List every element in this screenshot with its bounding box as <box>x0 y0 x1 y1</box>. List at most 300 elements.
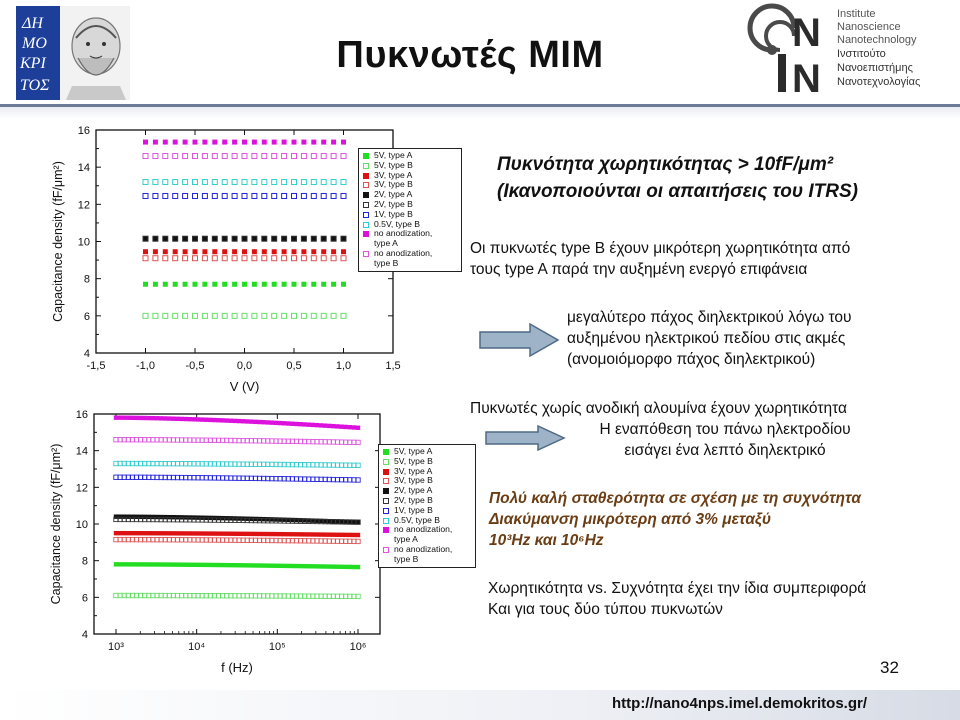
data-point <box>222 249 227 254</box>
data-point <box>257 563 261 567</box>
data-point <box>225 563 229 567</box>
data-point <box>339 424 343 428</box>
data-point <box>212 531 216 535</box>
data-point <box>290 532 294 536</box>
logo-letter-n1: N <box>792 11 821 55</box>
series-2v-type-a <box>143 236 346 241</box>
x-tick-label: 10⁶ <box>349 641 367 653</box>
legend-marker <box>383 527 389 533</box>
data-point <box>212 249 217 254</box>
stability-note <box>489 488 861 551</box>
data-point <box>341 180 346 185</box>
data-point <box>356 426 360 430</box>
data-point <box>163 249 168 254</box>
data-point <box>192 531 196 535</box>
data-point <box>188 417 192 421</box>
data-point <box>321 154 326 159</box>
data-point <box>143 313 148 318</box>
data-point <box>262 249 267 254</box>
data-point <box>188 563 192 567</box>
data-point <box>252 193 257 198</box>
data-point <box>229 563 233 567</box>
legend-marker <box>363 192 369 198</box>
data-point <box>153 256 158 261</box>
data-point <box>173 140 178 145</box>
data-point <box>339 565 343 569</box>
data-point <box>311 249 316 254</box>
data-point <box>130 562 134 566</box>
data-point <box>272 140 277 145</box>
paragraph-dielectric-line-2: αυξημένου ηλεκτρικού πεδίου στις ακμές <box>567 330 846 347</box>
headline-line-1: Πυκνότητα χωρητικότητας > 10fF/μm² <box>497 154 834 175</box>
data-point <box>323 532 327 536</box>
series-no-anodization-type-a <box>143 140 346 145</box>
demokritos-logo <box>16 6 130 100</box>
data-point <box>356 533 360 537</box>
data-point <box>173 193 178 198</box>
data-point <box>232 282 237 287</box>
data-point <box>282 282 287 287</box>
chart-voltage <box>40 118 470 398</box>
legend-label: 0.5V, type B <box>394 514 441 525</box>
data-point <box>307 564 311 568</box>
data-point <box>272 249 277 254</box>
data-point <box>163 236 168 241</box>
data-point <box>212 154 217 159</box>
page-title: Πυκνωτές MIM <box>336 34 604 76</box>
data-point <box>134 531 138 535</box>
institute-gr-3: Νανοτεχνολογίας <box>837 76 921 88</box>
data-point <box>118 562 122 566</box>
paragraph-type-b-line-2: τους type A παρά την αυξημένη ενεργό επιφάνεια <box>470 261 808 278</box>
data-point <box>242 193 247 198</box>
data-point <box>331 140 336 145</box>
data-point <box>278 564 282 568</box>
data-point <box>220 531 224 535</box>
data-point <box>331 424 335 428</box>
data-point <box>242 249 247 254</box>
data-point <box>272 193 277 198</box>
footer-url[interactable]: http://nano4nps.imel.demokritos.gr/ <box>612 695 868 712</box>
data-point <box>331 533 335 537</box>
paragraph-electrode-line-2: εισάγει ένα λεπτό διηλεκτρικό <box>624 442 826 459</box>
data-point <box>193 236 198 241</box>
y-tick-label: 14 <box>77 162 90 175</box>
data-point <box>292 154 297 159</box>
x-tick-label: 1,0 <box>335 360 352 372</box>
data-point <box>321 282 326 287</box>
data-point <box>270 563 274 567</box>
data-point <box>232 256 237 261</box>
data-point <box>315 532 319 536</box>
data-point <box>262 154 267 159</box>
data-point <box>216 531 220 535</box>
data-point <box>232 193 237 198</box>
data-point <box>301 236 306 241</box>
data-point <box>155 562 159 566</box>
data-point <box>163 140 168 145</box>
legend-marker <box>363 163 369 169</box>
legend-label: 2V, type B <box>374 198 413 209</box>
data-point <box>212 563 216 567</box>
data-point <box>184 563 188 567</box>
y-tick-label: 12 <box>77 199 90 212</box>
data-point <box>126 531 130 535</box>
data-point <box>294 422 298 426</box>
data-point <box>222 313 227 318</box>
data-point <box>212 140 217 145</box>
data-point <box>163 562 167 566</box>
institute-en-1: Institute <box>837 8 876 20</box>
data-point <box>341 140 346 145</box>
data-point <box>302 564 306 568</box>
series-no-anodization-type-b <box>114 437 360 444</box>
data-point <box>307 422 311 426</box>
data-point <box>202 140 207 145</box>
logo-letter-n2: N <box>792 57 821 98</box>
data-point <box>339 533 343 537</box>
data-point <box>292 249 297 254</box>
data-point <box>183 236 188 241</box>
data-point <box>163 531 167 535</box>
logo-letters-4: ΤΟΣ <box>20 77 50 94</box>
legend-marker <box>383 547 389 553</box>
data-point <box>272 282 277 287</box>
legend-item-no-anodization-type-a <box>383 525 472 545</box>
data-point <box>212 282 217 287</box>
data-point <box>147 531 151 535</box>
data-point <box>352 533 356 537</box>
data-point <box>282 236 287 241</box>
data-point <box>192 563 196 567</box>
data-point <box>242 256 247 261</box>
data-point <box>253 563 257 567</box>
data-point <box>175 531 179 535</box>
data-point <box>202 249 207 254</box>
data-point <box>292 140 297 145</box>
data-point <box>237 419 241 423</box>
legend-label: no anodization, type A <box>374 228 433 249</box>
data-point <box>245 419 249 423</box>
legend-marker <box>383 508 389 514</box>
legend-marker <box>363 173 369 179</box>
data-point <box>159 416 163 420</box>
data-point <box>292 313 297 318</box>
data-point <box>143 282 148 287</box>
data-point <box>163 313 168 318</box>
data-point <box>171 531 175 535</box>
data-point <box>282 532 286 536</box>
y-tick-label: 12 <box>75 482 88 495</box>
data-point <box>327 424 331 428</box>
data-point <box>282 421 286 425</box>
data-point <box>143 180 148 185</box>
legend-label: 2V, type A <box>374 189 413 200</box>
data-point <box>183 193 188 198</box>
legend-label: 2V, type A <box>394 485 433 496</box>
x-axis-label: V (V) <box>229 379 260 394</box>
paragraph-dielectric-line-3: (ανομοιόμορφο πάχος διηλεκτρικού) <box>567 351 816 368</box>
data-point <box>143 236 148 241</box>
data-point <box>171 416 175 420</box>
data-point <box>220 418 224 422</box>
data-point <box>274 564 278 568</box>
data-point <box>348 425 352 429</box>
y-tick-label: 4 <box>83 348 90 360</box>
data-point <box>222 282 227 287</box>
data-point <box>311 154 316 159</box>
paragraph-type-b <box>470 238 850 280</box>
data-point <box>335 565 339 569</box>
data-point <box>301 140 306 145</box>
legend-item-no-anodization-type-a <box>363 229 458 249</box>
data-point <box>331 249 336 254</box>
legend-label: 5V, type B <box>374 159 413 170</box>
data-point <box>245 563 249 567</box>
data-point <box>319 532 323 536</box>
data-point <box>171 562 175 566</box>
data-point <box>183 154 188 159</box>
data-point <box>175 562 179 566</box>
series-1v-type-b <box>143 193 346 198</box>
x-tick-label: -1,5 <box>86 360 106 372</box>
data-point <box>163 154 168 159</box>
data-point <box>183 256 188 261</box>
data-point <box>159 531 163 535</box>
paragraph-electrode-line-1: Η εναπόθεση του πάνω ηλεκτροδίου <box>599 421 851 438</box>
data-point <box>184 531 188 535</box>
data-point <box>301 282 306 287</box>
data-point <box>151 531 155 535</box>
series-3v-type-a <box>114 531 360 537</box>
institute-en-2: Nanoscience <box>837 21 901 33</box>
data-point <box>151 562 155 566</box>
data-point <box>272 180 277 185</box>
series-0-5v-type-b <box>143 180 346 185</box>
data-point <box>311 236 316 241</box>
data-point <box>321 140 326 145</box>
data-point <box>262 180 267 185</box>
x-tick-label: 0,5 <box>286 360 302 372</box>
data-point <box>151 416 155 420</box>
data-point <box>202 154 207 159</box>
data-point <box>179 417 183 421</box>
x-axis-label: f (Hz) <box>221 660 253 675</box>
data-point <box>315 423 319 427</box>
data-point <box>193 140 198 145</box>
data-point <box>282 154 287 159</box>
legend-label: 5V, type A <box>374 150 413 160</box>
stability-note-line-3: 10³Hz και 10⁶Hz <box>489 532 604 549</box>
data-point <box>222 180 227 185</box>
data-point <box>229 532 233 536</box>
data-point <box>173 154 178 159</box>
data-point <box>193 313 198 318</box>
data-point <box>163 282 168 287</box>
data-point <box>222 236 227 241</box>
data-point <box>311 532 315 536</box>
data-point <box>143 531 147 535</box>
data-point <box>173 256 178 261</box>
demokritos-logo-graphic <box>16 6 130 100</box>
data-point <box>286 532 290 536</box>
data-point <box>143 416 147 420</box>
paragraph-no-anodization-line-1: Πυκνωτές χωρίς ανοδική αλουμίνα έχουν χωρητικότητα <box>470 400 847 417</box>
headline <box>497 151 957 205</box>
data-point <box>331 282 336 287</box>
data-point <box>216 563 220 567</box>
data-point <box>200 531 204 535</box>
x-tick-label: 0,0 <box>236 360 253 372</box>
data-point <box>323 564 327 568</box>
data-point <box>331 193 336 198</box>
data-point <box>232 180 237 185</box>
data-point <box>153 140 158 145</box>
legend-marker <box>363 231 369 237</box>
paragraph-frequency <box>488 578 866 620</box>
data-point <box>175 417 179 421</box>
data-point <box>282 180 287 185</box>
data-point <box>242 180 247 185</box>
legend-label: 3V, type B <box>374 179 413 190</box>
data-point <box>262 193 267 198</box>
y-tick-label: 8 <box>81 555 88 568</box>
data-point <box>202 282 207 287</box>
data-point <box>222 140 227 145</box>
data-point <box>153 193 158 198</box>
data-point <box>331 313 336 318</box>
data-point <box>343 425 347 429</box>
data-point <box>292 256 297 261</box>
x-tick-label: -1,0 <box>136 360 155 372</box>
data-point <box>202 180 207 185</box>
data-point <box>188 531 192 535</box>
legend-item-no-anodization-type-b <box>383 545 472 565</box>
data-point <box>321 236 326 241</box>
data-point <box>167 531 171 535</box>
arrow-right-icon-2 <box>484 424 568 452</box>
data-point <box>196 531 200 535</box>
data-point <box>193 193 198 198</box>
series-5v-type-b <box>143 313 346 318</box>
data-point <box>212 256 217 261</box>
x-tick-label: 1,5 <box>385 360 401 372</box>
data-point <box>261 420 265 424</box>
data-point <box>204 418 208 422</box>
data-point <box>147 416 151 420</box>
series-1v-type-b <box>114 475 360 482</box>
data-point <box>212 418 216 422</box>
legend-label: 3V, type A <box>374 169 413 180</box>
data-point <box>193 249 198 254</box>
data-point <box>298 532 302 536</box>
data-point <box>159 562 163 566</box>
data-point <box>352 425 356 429</box>
data-point <box>183 140 188 145</box>
data-point <box>262 282 267 287</box>
data-point <box>241 419 245 423</box>
data-point <box>208 563 212 567</box>
legend-marker <box>363 251 369 257</box>
data-point <box>302 532 306 536</box>
data-point <box>292 236 297 241</box>
data-point <box>331 236 336 241</box>
legend-marker <box>383 459 389 465</box>
stability-note-line-2: Διακύμανση μικρότερη από 3% μεταξύ <box>489 511 772 528</box>
data-point <box>184 417 188 421</box>
data-point <box>319 423 323 427</box>
paragraph-frequency-line-1: Χωρητικότητα vs. Συχνότητα έχει την ίδια συμπεριφορά <box>488 580 867 597</box>
data-point <box>220 563 224 567</box>
data-point <box>143 249 148 254</box>
data-point <box>266 532 270 536</box>
data-point <box>138 562 142 566</box>
data-point <box>282 249 287 254</box>
data-point <box>301 154 306 159</box>
series-3v-type-b <box>143 256 346 261</box>
data-point <box>278 421 282 425</box>
data-point <box>232 154 237 159</box>
data-point <box>173 282 178 287</box>
y-tick-label: 14 <box>75 445 88 458</box>
data-point <box>282 193 287 198</box>
data-point <box>179 562 183 566</box>
data-point <box>118 531 122 535</box>
data-point <box>222 154 227 159</box>
data-point <box>122 562 126 566</box>
data-point <box>321 313 326 318</box>
data-point <box>252 249 257 254</box>
data-point <box>298 422 302 426</box>
legend-marker <box>363 202 369 208</box>
data-point <box>319 564 323 568</box>
data-point <box>311 564 315 568</box>
data-point <box>204 531 208 535</box>
data-point <box>225 418 229 422</box>
data-point <box>212 193 217 198</box>
data-point <box>272 154 277 159</box>
y-tick-label: 10 <box>77 236 90 249</box>
legend-marker <box>363 222 369 228</box>
data-point <box>242 236 247 241</box>
data-point <box>262 140 267 145</box>
data-point <box>307 532 311 536</box>
data-point <box>163 416 167 420</box>
data-point <box>341 313 346 318</box>
legend-marker <box>383 488 389 494</box>
data-point <box>208 531 212 535</box>
data-point <box>204 563 208 567</box>
data-point <box>147 562 151 566</box>
series-2v-type-b <box>114 517 360 524</box>
data-point <box>278 532 282 536</box>
data-point <box>193 282 198 287</box>
data-point <box>126 562 130 566</box>
data-point <box>272 236 277 241</box>
data-point <box>138 416 142 420</box>
data-point <box>252 140 257 145</box>
data-point <box>153 154 158 159</box>
data-point <box>331 564 335 568</box>
y-tick-label: 6 <box>83 310 90 323</box>
data-point <box>301 313 306 318</box>
data-point <box>163 180 168 185</box>
data-point <box>327 532 331 536</box>
data-point <box>282 564 286 568</box>
legend-label: 1V, type B <box>394 504 433 515</box>
data-point <box>183 249 188 254</box>
data-point <box>335 424 339 428</box>
